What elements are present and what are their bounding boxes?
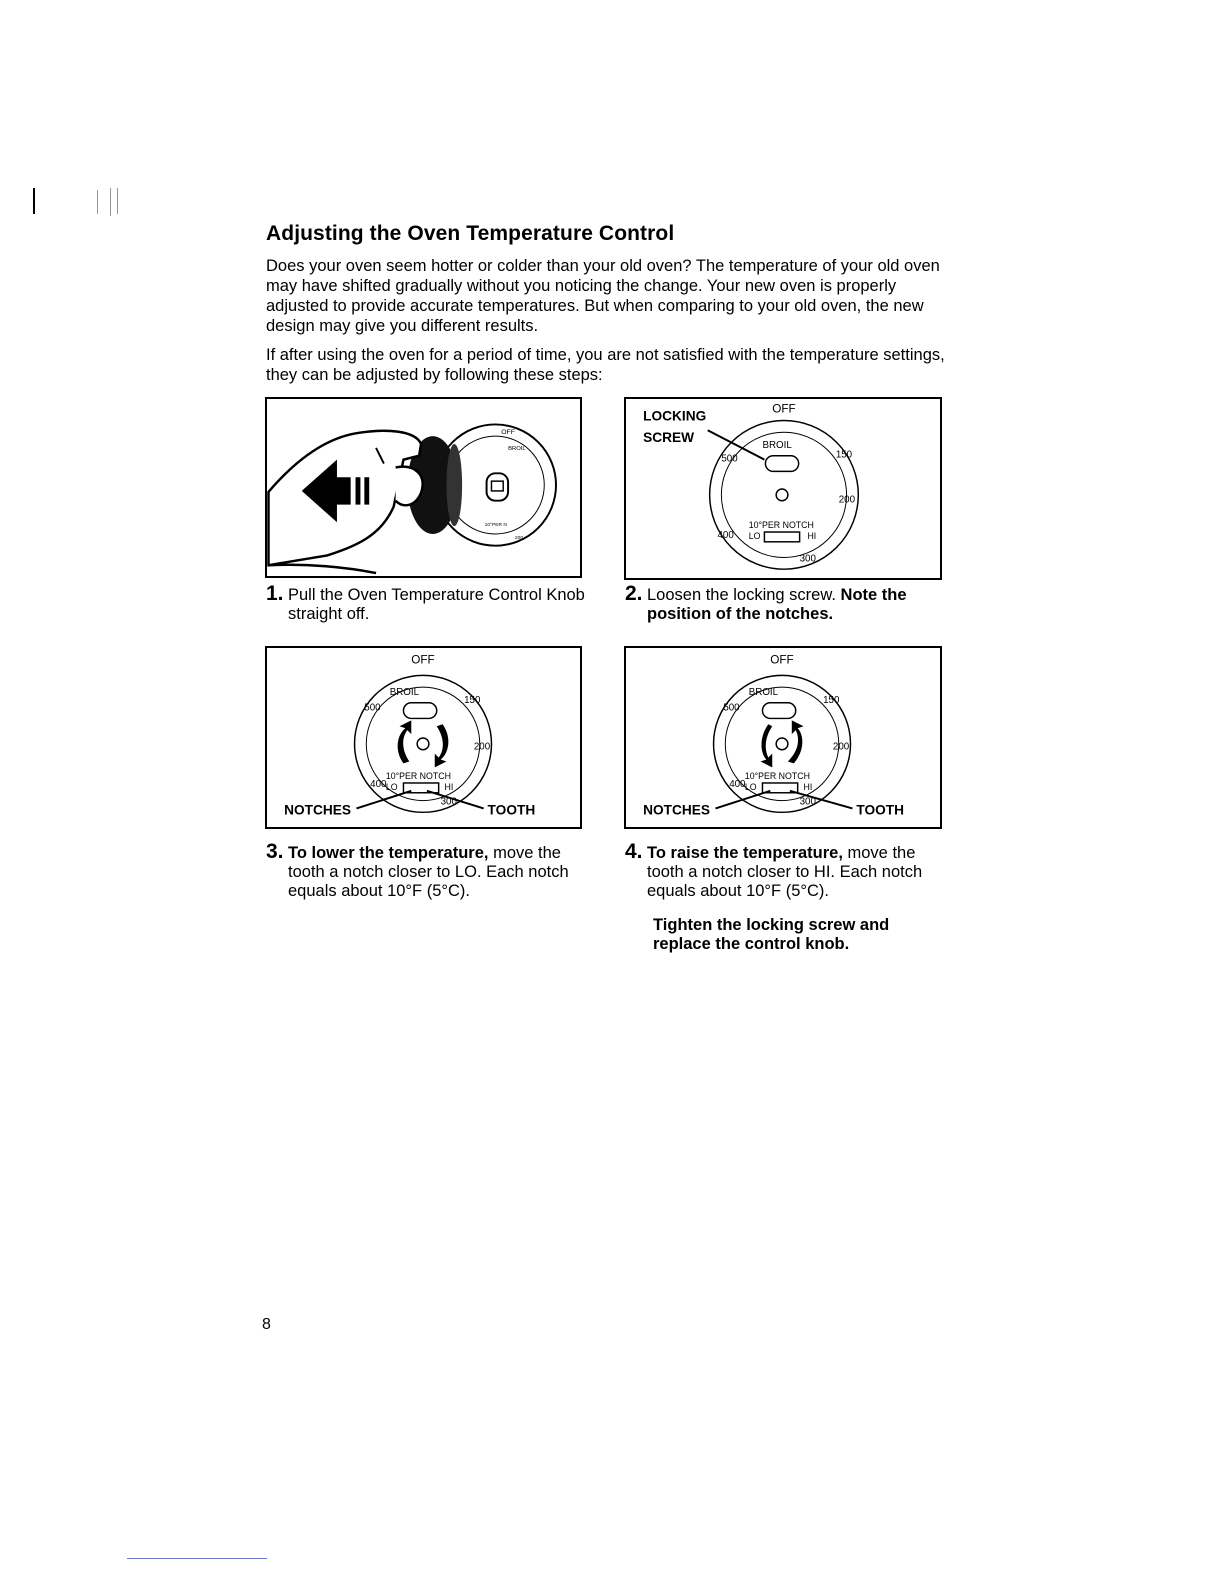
dial-200-label: 200 [838,494,856,506]
dial-300-label: 300 [799,553,816,565]
tooth-label: TOOTH [487,802,536,818]
dial-200-label: 200 [514,535,524,541]
dial-500-label: 500 [364,702,381,714]
dial-400-label: 400 [370,778,387,790]
shaft-icon [417,738,429,750]
figure-3-lower-temperature [265,646,582,829]
rotate-left-arrow-icon [398,720,412,763]
dial-150-label: 150 [823,694,840,706]
step-2-bold: Note the position of the notches. [647,586,907,623]
dial-off-label: OFF [501,429,515,437]
step-2-number: 2. [625,582,643,605]
dial-hi-label: HI [803,781,813,792]
dial-per-notch-label: 10°PER NOTCH [748,520,814,531]
step-2 [625,582,945,624]
notches-label: NOTCHES [643,802,711,818]
step-1-text: Pull the Oven Temperature Control Knob straight off. [288,586,585,623]
step-4 [625,840,945,901]
bottom-rule [127,1558,267,1559]
step-3 [266,840,586,901]
figure-2-illustration [626,399,940,578]
locking-screw-icon [765,456,798,472]
margin-mark [117,188,118,214]
dial-broil-label: BROIL [748,686,779,698]
step-3-text: move the tooth a notch closer to LO. Each notch equals about 10°F (5°C). [288,844,569,900]
rotate-left-arrow-icon [761,724,773,767]
dial-broil-label: BROIL [762,439,792,451]
step-2-text: Loosen the locking screw. [647,586,836,604]
margin-mark [97,190,98,214]
step-3-number: 3. [266,840,284,863]
dial-lo-label: LO [748,530,761,541]
dial-per-notch-label: 10°PER N [484,523,507,529]
figure-2-locking-screw [624,397,942,580]
dial-lo-label: LO [385,781,398,792]
dial-200-label: 200 [473,741,491,753]
dial-400-label: 400 [729,778,746,790]
notches-label: NOTCHES [284,802,352,818]
dial-broil-label: BROIL [389,686,420,698]
page-number: 8 [262,1316,271,1333]
intro-paragraph-2: If after using the oven for a period of time, you are not satisfied with the temperature settings, they can be adjusted by following these steps: [266,346,945,384]
step-3-bold: To lower the temperature, [288,844,489,862]
step-1-number: 1. [266,582,284,605]
step-4-bold: To raise the temperature, [647,844,843,862]
dial-500-label: 500 [721,453,738,465]
dial-400-label: 400 [717,529,734,541]
dial-150-label: 150 [464,694,481,706]
tip-text: Tighten the locking screw and replace the control knob. [653,916,890,953]
dial-lo-label: LO [744,781,757,792]
locking-screw-icon [762,703,795,719]
rotate-right-arrow-icon [788,720,804,763]
locking-label-line2: SCREW [643,430,695,446]
dial-200-label: 200 [832,741,850,753]
dial-hi-label: HI [444,781,454,792]
step-1 [266,582,586,624]
dial-per-notch-label: 10°PER NOTCH [744,771,810,782]
notches-pointer [356,791,411,809]
page-title: Adjusting the Oven Temperature Control [266,222,675,245]
notches-pointer [716,791,771,809]
shaft-icon [776,489,788,501]
figure-3-illustration [267,648,580,827]
step-4-text: move the tooth a notch closer to HI. Each notch equals about 10°F (5°C). [647,844,923,900]
rotate-right-arrow-icon [435,724,449,767]
margin-mark [110,188,111,216]
dial-per-notch-label: 10°PER NOTCH [385,771,451,782]
locking-label-line1: LOCKING [643,408,707,424]
locking-screw-icon [403,703,436,719]
dial-broil-label: BROIL [508,445,526,452]
figure-4-illustration [626,648,940,827]
dial-500-label: 500 [723,702,740,714]
figure-1-pull-knob [265,397,582,578]
dial-off-label: OFF [411,653,435,667]
shaft-icon [776,738,788,750]
notch-plate [764,532,799,542]
dial-300-label: 300 [440,796,457,808]
dial-hi-label: HI [807,530,817,541]
dial-off-label: OFF [772,402,796,416]
margin-mark [33,188,35,214]
figure-1-illustration [267,399,580,576]
shaft-icon [487,473,509,500]
dial-off-label: OFF [770,653,794,667]
tooth-label: TOOTH [856,802,905,818]
figure-4-raise-temperature [624,646,942,829]
intro-text [266,256,956,394]
step-4-number: 4. [625,840,643,863]
intro-paragraph-1: Does your oven seem hotter or colder than your old oven? The temperature of your old oven may have shifted gradually without you noticing the change. Your new oven is properly adjusted to provide accurate temperatures. But when comparing to your old oven, the new design may give you different results. [266,257,940,335]
dial-150-label: 150 [835,449,853,461]
dial-300-label: 300 [799,796,816,808]
